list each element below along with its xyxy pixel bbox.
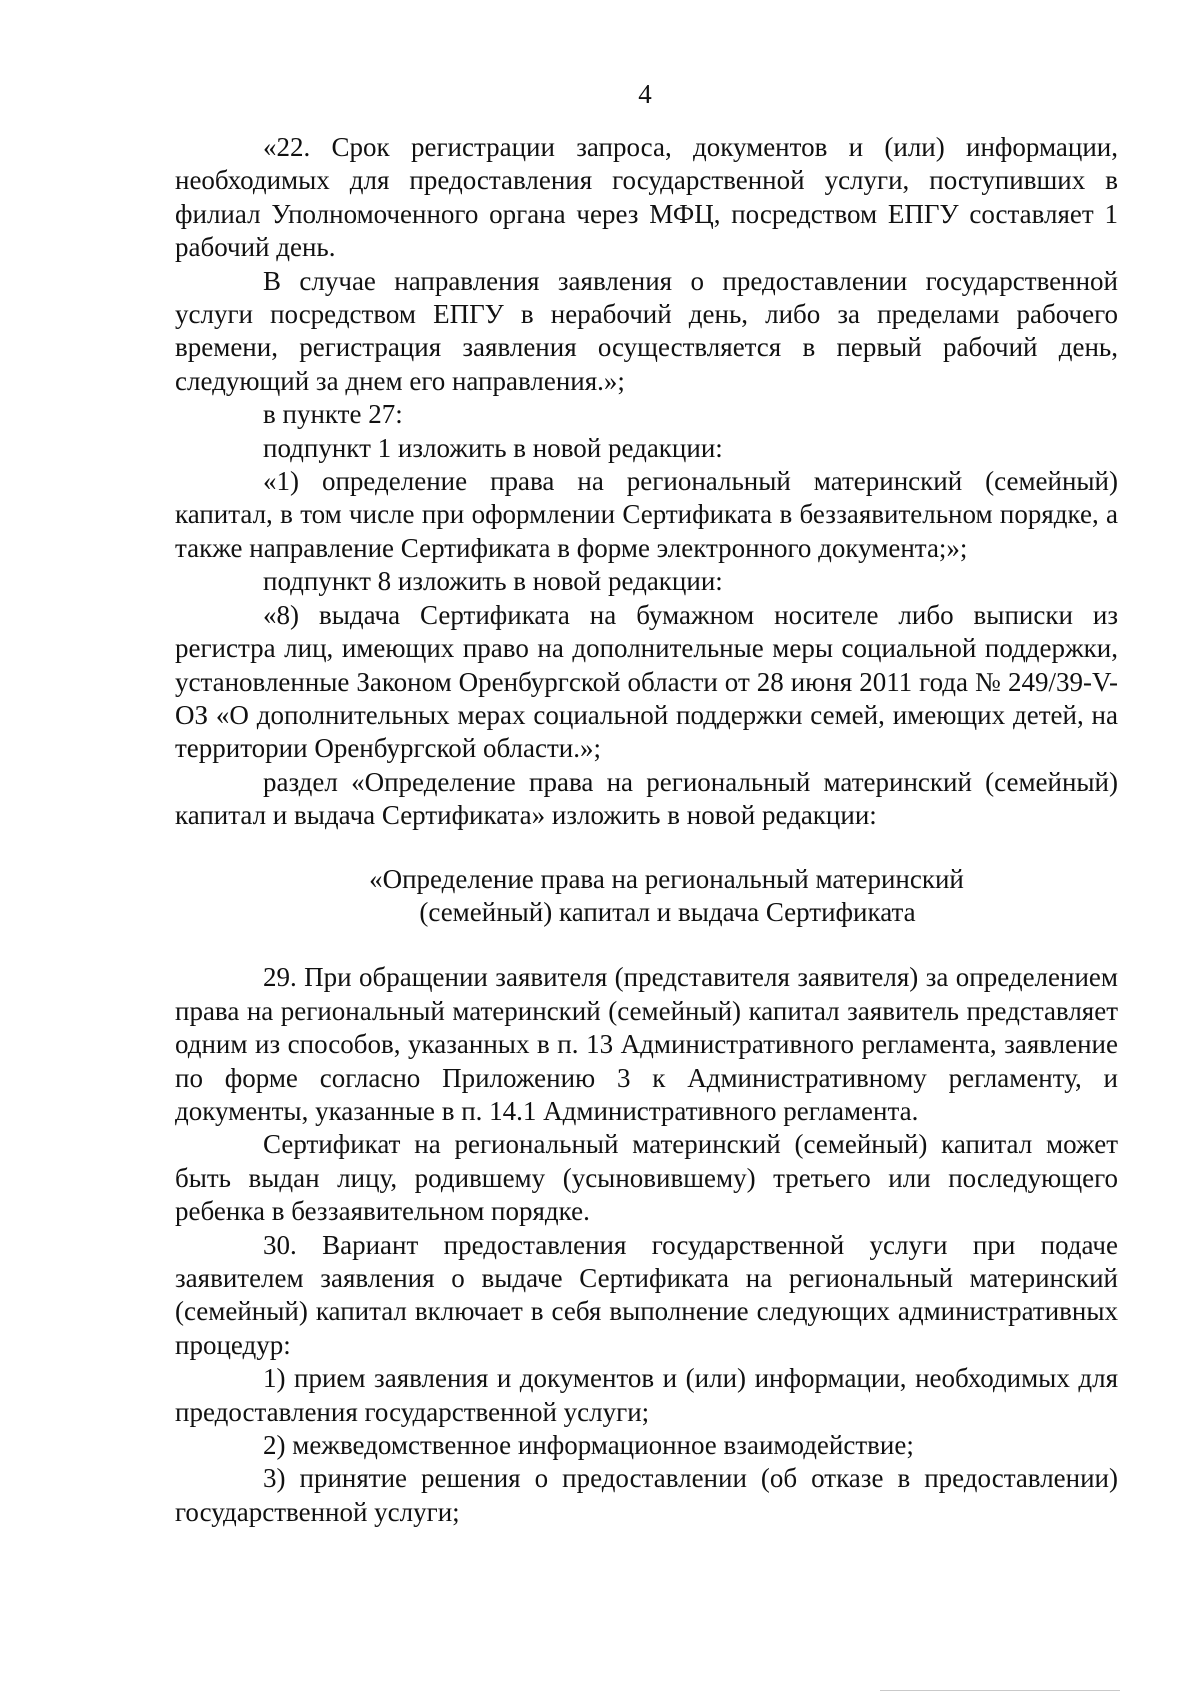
section-heading-line-1: «Определение права на региональный материнский <box>369 863 964 894</box>
document-body <box>175 131 1118 1529</box>
list-item-procedure-2: 2) межведомственное информационное взаимодействие; <box>263 1430 914 1461</box>
paragraph-item-30: 30. Вариант предоставления государственной услуги при подаче заявителем заявления о выдаче Сертификата на региональный материнский (семейный) капитал включает в себя выполнение следующих административных процедур: <box>175 1229 1118 1360</box>
section-heading <box>175 863 1118 930</box>
paragraph-item-29: 29. При обращении заявителя (представителя заявителя) за определением права на региональный материнский (семейный) капитал заявитель представляет одним из способов, указанных в п. 13 Административного регламента, заявление по форме согласно Приложению 3 к Административному регламенту, и документы, указанные в п. 14.1 Административного регламента. <box>175 962 1118 1126</box>
paragraph-subpoint-1-intro: подпункт 1 изложить в новой редакции: <box>263 432 723 463</box>
paragraph-subpoint-1-text: «1) определение права на региональный материнский (семейный) капитал, в том числе при оформлении Сертификата в беззаявительном порядке, а также направление Сертификата в форме электронного документа;»; <box>175 466 1118 563</box>
paragraph-point-27: в пункте 27: <box>263 399 403 430</box>
section-heading-line-2: (семейный) капитал и выдача Сертификата <box>419 896 916 927</box>
paragraph-subpoint-8-text: «8) выдача Сертификата на бумажном носителе либо выписки из регистра лиц, имеющих право на дополнительные меры социальной поддержки, установленные Законом Оренбургской области от 28 июня 2011 года № 249/39-V-ОЗ «О дополнительных мерах социальной поддержки семей, имеющих детей, на территории Оренбургской области.»; <box>175 599 1118 764</box>
paragraph-non-working-day: В случае направления заявления о предоставлении государственной услуги посредством ЕПГУ в нерабочий день, либо за пределами рабочего времени, регистрация заявления осуществляется в первый рабочий день, следующий за днем его направления.»; <box>175 265 1118 396</box>
page-number: 4 <box>638 79 652 109</box>
paragraph-section-intro: раздел «Определение права на региональный материнский (семейный) капитал и выдача Сертификата» изложить в новой редакции: <box>175 766 1118 831</box>
paragraph-subpoint-8-intro: подпункт 8 изложить в новой редакции: <box>263 566 723 597</box>
paragraph-certificate-issue: Сертификат на региональный материнский (семейный) капитал может быть выдан лицу, родившему (усыновившему) третьего или последующего ребенка в беззаявительном порядке. <box>175 1129 1118 1227</box>
list-item-procedure-3: 3) принятие решения о предоставлении (об отказе в предоставлении) государственной услуги; <box>175 1463 1118 1527</box>
paragraph-item-22: «22. Срок регистрации запроса, документов и (или) информации, необходимых для предоставления государственной услуги, поступивших в филиал Уполномоченного органа через МФЦ, посредством ЕПГУ составляет 1 рабочий день. <box>175 132 1118 263</box>
scan-edge-line <box>880 1690 1120 1691</box>
list-item-procedure-1: 1) прием заявления и документов и (или) информации, необходимых для предоставления государственной услуги; <box>175 1363 1118 1427</box>
